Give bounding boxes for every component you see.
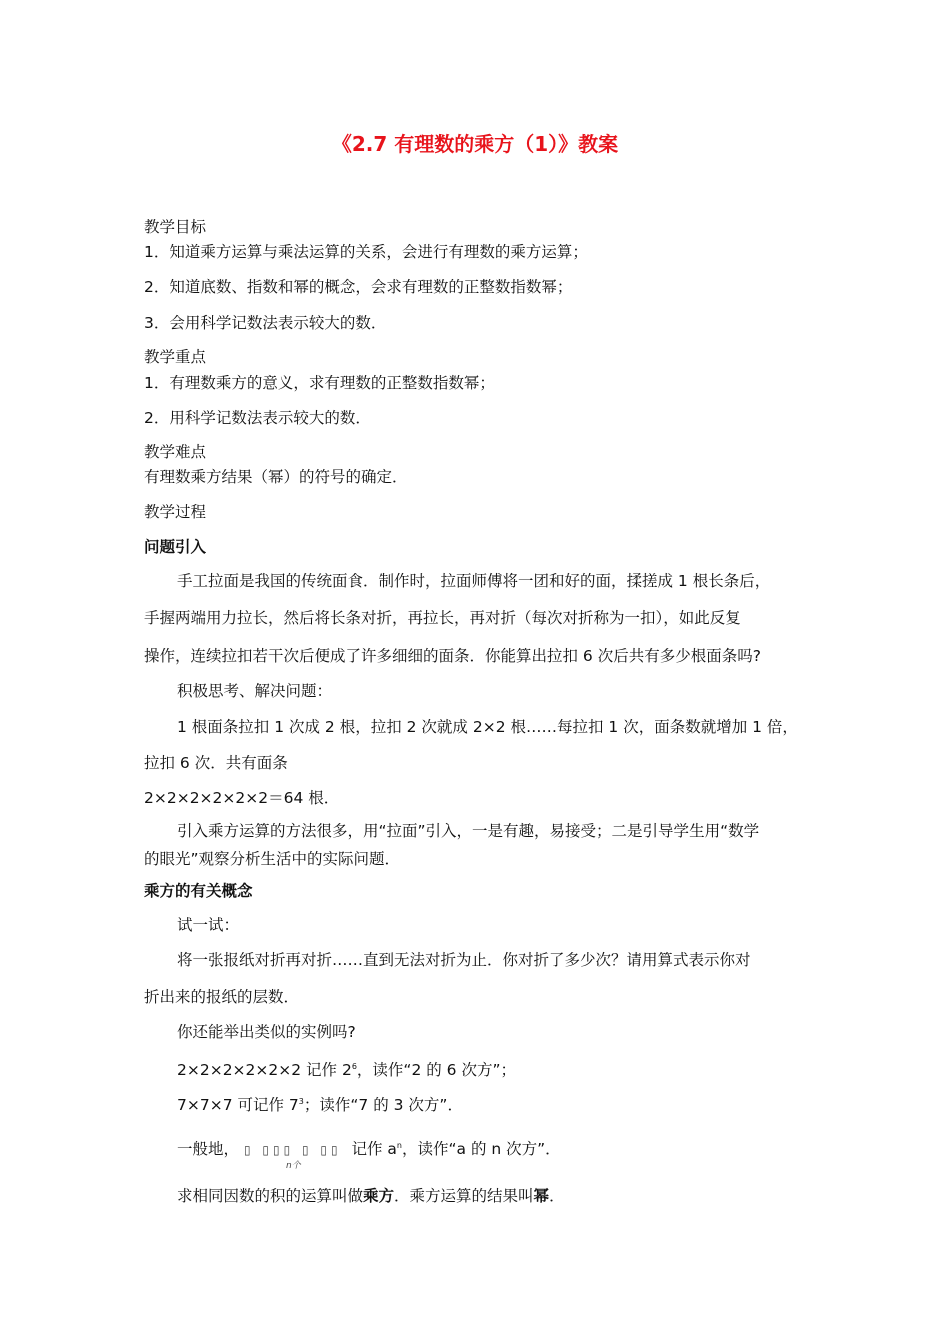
text: 求相同因数的积的运算叫做 <box>177 1187 364 1205</box>
text: ，读作“a 的 n 次方”． <box>402 1140 561 1159</box>
text: ，读作“2 的 6 次方”； <box>356 1061 516 1080</box>
text-line: 积极思考、解决问题： <box>177 682 333 700</box>
text-line <box>177 1057 516 1080</box>
text: 7×7×7 可记作 7 <box>177 1096 299 1115</box>
text-line: 的眼光”观察分析生活中的实际问题． <box>144 850 401 868</box>
underbrace-label: n个 <box>285 1161 301 1172</box>
section-heading: 教学过程 <box>144 503 207 521</box>
term-bold: 幂 <box>533 1187 550 1205</box>
text-line: 试一试： <box>177 916 240 934</box>
text-line <box>177 1092 463 1115</box>
text-line <box>177 1136 561 1172</box>
exponent: 6 <box>351 1062 357 1071</box>
section-heading: 教学重点 <box>144 348 207 366</box>
text-line: 3．会用科学记数法表示较大的数． <box>144 314 387 332</box>
text-line: 操作，连续拉扣若干次后便成了许多细细的面条．你能算出拉扣 6 次后共有多少根面条吗? <box>144 647 761 665</box>
text-line <box>177 1186 565 1206</box>
text-line: 你还能举出类似的实例吗? <box>177 1023 356 1041</box>
text-line: 有理数乘方结果（幂）的符号的确定． <box>144 468 408 486</box>
text-line: 手握两端用力拉长，然后将长条对折，再拉长，再对折（每次对折称为一扣），如此反复 <box>144 609 741 627</box>
document-title: 《2.7 有理数的乘方（1）》教案 <box>331 132 619 156</box>
text-line: 2．用科学记数法表示较大的数． <box>144 409 371 427</box>
text-line: 2．知道底数、指数和幂的概念，会求有理数的正整数指数幂； <box>144 278 573 296</box>
text: ． <box>549 1187 565 1205</box>
text-line: 引入乘方运算的方法很多，用“拉面”引入，一是有趣，易接受；二是引导学生用“数学 <box>177 822 760 840</box>
text-line: 拉扣 6 次．共有面条 <box>144 754 288 772</box>
text: 记作 a <box>351 1140 397 1159</box>
text-line: 手工拉面是我国的传统面食．制作时，拉面师傅将一团和好的面，揉搓成 1 根长条后， <box>177 572 771 590</box>
text-line: 折出来的报纸的层数． <box>144 988 300 1006</box>
term-bold: 乘方 <box>363 1187 395 1205</box>
underbrace-formula <box>243 1140 342 1172</box>
text-line: 1 根面条拉扣 1 次成 2 根，拉扣 2 次就成 2×2 根……每拉扣 1 次，面条数就增加 1 倍， <box>177 718 798 736</box>
text-line: 2×2×2×2×2×2＝64 根． <box>144 789 340 807</box>
formula-symbols: ▯ ▯▯▯ ▯ ▯▯ <box>243 1143 342 1158</box>
text: ；读作“7 的 3 次方”． <box>303 1096 463 1115</box>
text-line: 将一张报纸对折再对折……直到无法对折为止．你对折了多少次？请用算式表示你对 <box>177 951 751 969</box>
section-heading: 教学难点 <box>144 443 207 461</box>
text-line: 1．知道乘方运算与乘法运算的关系，会进行有理数的乘方运算； <box>144 243 588 261</box>
subsection-heading: 问题引入 <box>144 538 207 556</box>
text-line: 1．有理数乘方的意义，求有理数的正整数指数幂； <box>144 374 495 392</box>
exponent: n <box>396 1141 402 1150</box>
subsection-heading: 乘方的有关概念 <box>144 882 253 900</box>
text: 一般地， <box>177 1140 240 1159</box>
section-heading: 教学目标 <box>144 218 207 236</box>
text: 2×2×2×2×2×2 记作 2 <box>177 1061 352 1080</box>
exponent: 3 <box>298 1097 304 1106</box>
text: ．乘方运算的结果叫 <box>394 1187 534 1205</box>
